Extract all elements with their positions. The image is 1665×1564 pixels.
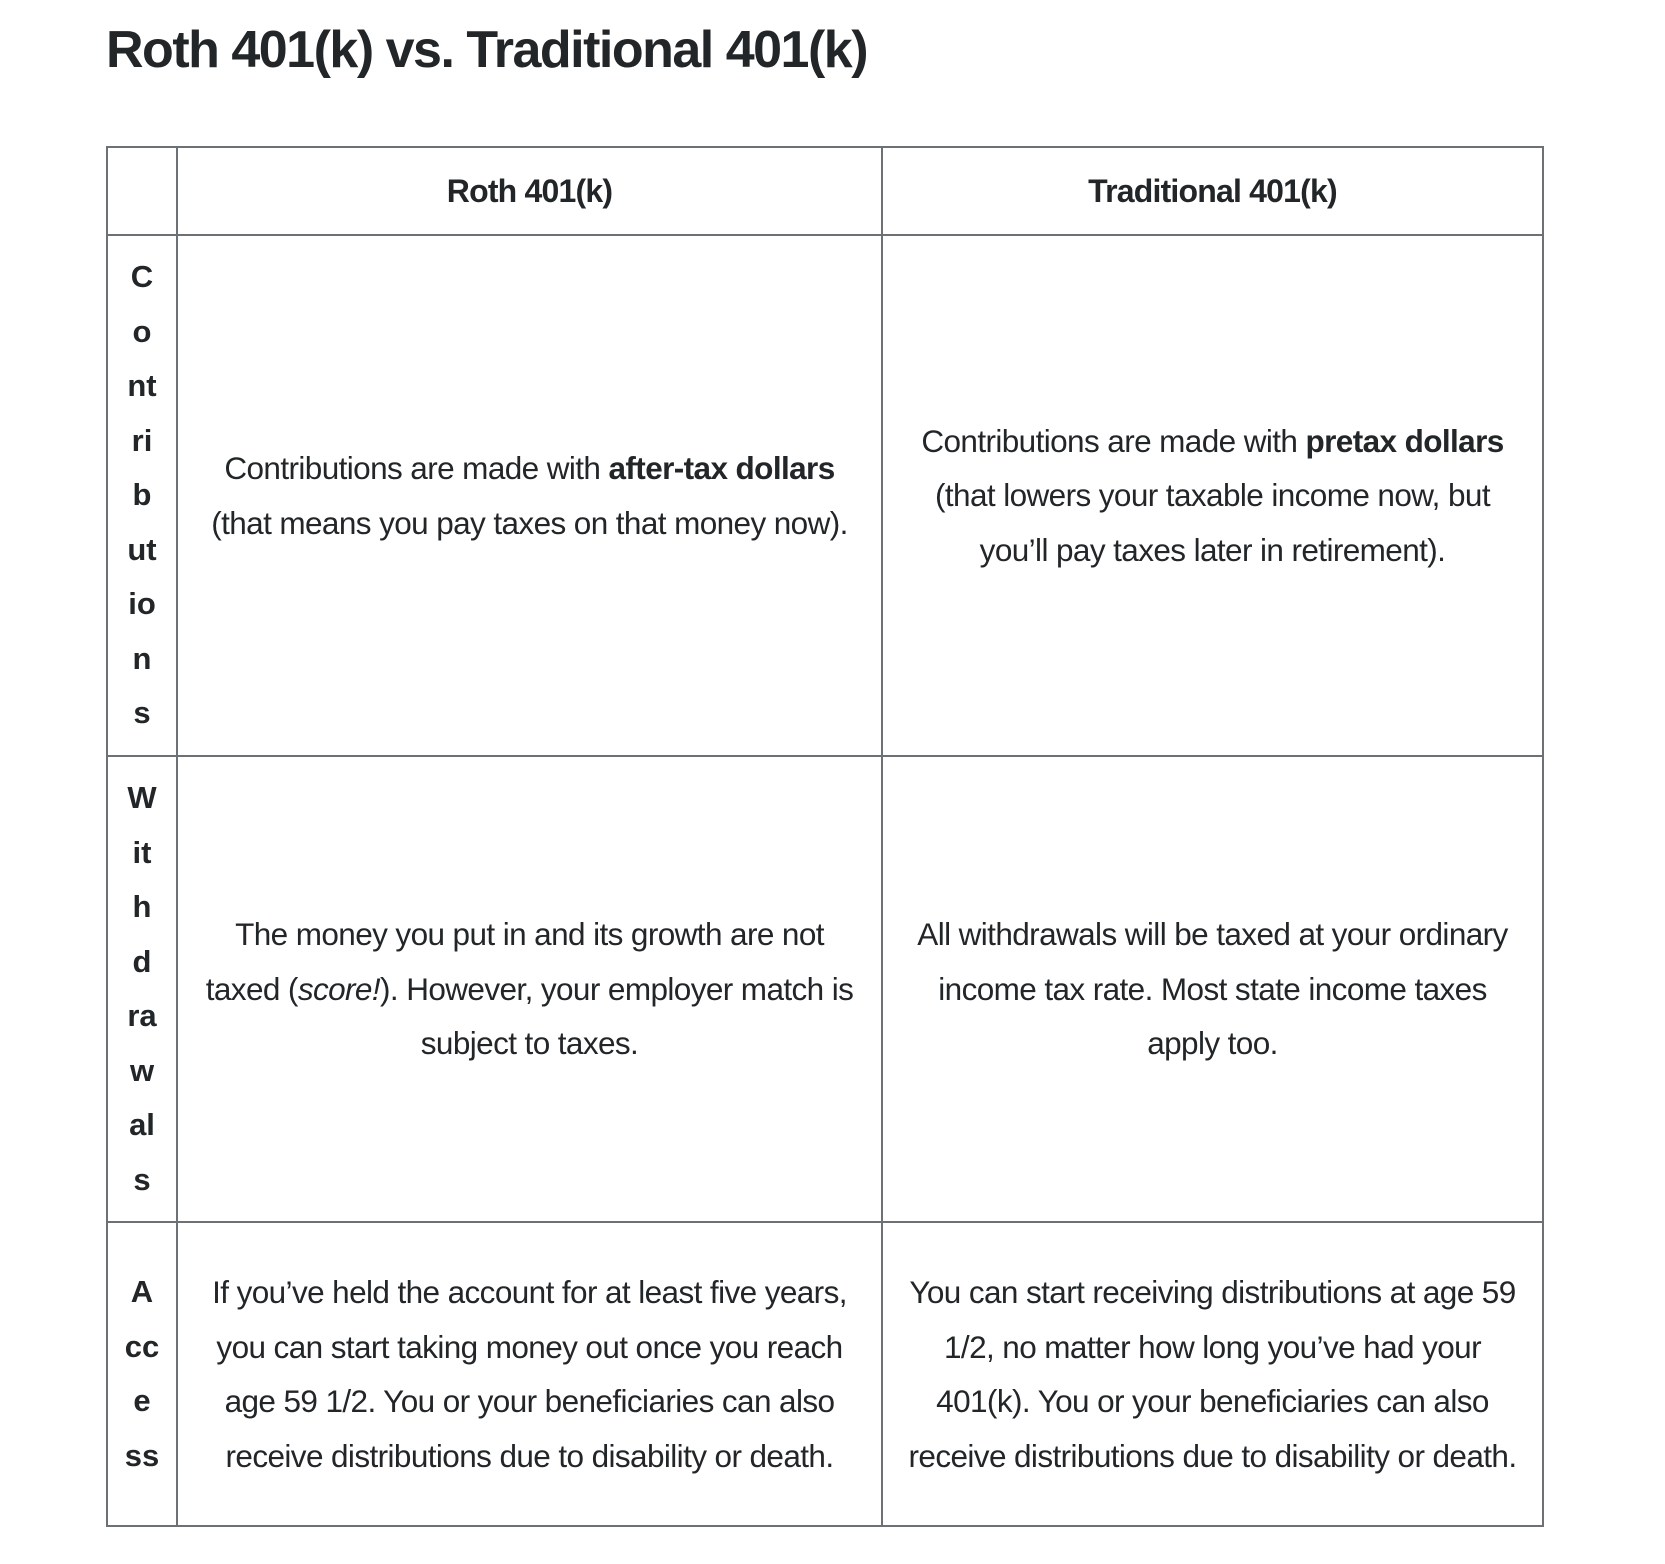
cell-traditional-withdrawals: All withdrawals will be taxed at your ordinary income tax rate. Most state income taxes apply too. [882,756,1543,1222]
row-label-fragment: C [130,259,154,295]
emphasis-text: after-tax dollars [608,450,835,486]
row-label-fragment: nt [127,368,157,404]
page-title: Roth 401(k) vs. Traditional 401(k) [106,21,868,79]
cell-roth-contributions [177,235,882,756]
row-label-fragment: s [133,1161,151,1197]
row-label-contributions [107,235,177,756]
row-label-fragment: e [133,1383,151,1418]
row-label-withdrawals [107,756,177,1222]
row-label-fragment: W [127,780,157,815]
row-label-fragment: s [133,695,151,731]
table-row-access [107,1222,1543,1526]
row-label-fragment: d [132,943,152,979]
row-label-fragment: ss [124,1437,160,1473]
comparison-table [106,146,1544,1527]
header-corner-cell [107,147,177,235]
table-row-withdrawals [107,756,1543,1222]
row-label-fragment: io [128,586,156,622]
cell-text: Contributions are made with [921,422,1306,459]
row-label-fragment: n [132,640,152,676]
cell-roth-access: If you’ve held the account for at least five years, you can start taking money out once you reach age 59 1/2. You or your beneficiaries can also receive distributions due to disability or death. [177,1222,882,1526]
emphasis-text: pretax dollars [1305,422,1504,459]
row-label-fragment: w [129,1052,155,1088]
row-label-fragment: cc [124,1328,160,1364]
cell-text: Contributions are made with [224,450,609,486]
table-row-contributions [107,235,1543,756]
row-label-fragment: ra [127,998,157,1033]
cell-text: (that lowers your taxable income now, but you’ll pay taxes later in retirement). [935,477,1490,568]
row-label-fragment: ut [127,531,157,567]
row-label-fragment: o [132,313,152,349]
row-label-access [107,1222,177,1526]
row-label-fragment: ri [131,422,153,458]
row-label-fragment: A [130,1274,154,1309]
table-header-row [107,147,1543,235]
cell-text: The money you put in and its growth are not taxed ( [205,916,824,1007]
header-traditional: Traditional 401(k) [882,147,1543,235]
row-label-fragment: it [132,834,152,870]
cell-traditional-contributions [882,235,1543,756]
row-label-fragment: al [129,1107,155,1142]
emphasis-text: score! [297,970,381,1007]
header-roth: Roth 401(k) [177,147,882,235]
cell-text: ). However, your employer match is subject to taxes. [380,970,854,1062]
cell-traditional-access: You can start receiving distributions at age 59 1/2, no matter how long you’ve had your 401(k). You or your beneficiaries can also receive distributions due to disability or death. [882,1222,1543,1526]
cell-text: (that means you pay taxes on that money now). [211,504,848,541]
row-label-fragment: h [132,889,152,924]
cell-roth-withdrawals [177,756,882,1222]
row-label-fragment: b [132,477,152,513]
